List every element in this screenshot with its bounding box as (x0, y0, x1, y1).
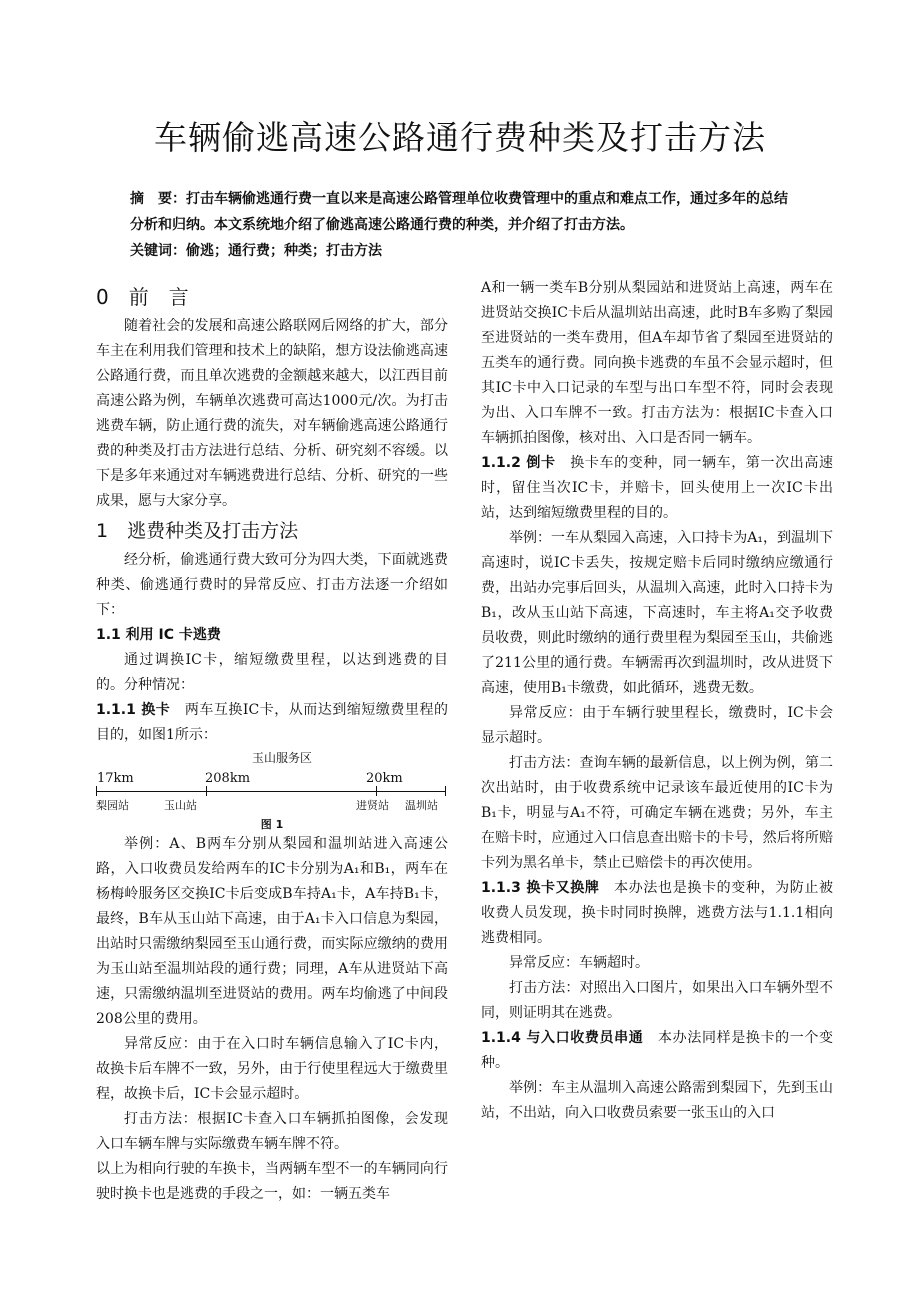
paragraph-1-1-1 (96, 698, 448, 748)
paragraph-intro: 随着社会的发展和高速公路联网后网络的扩大，部分车主在利用我们管理和技术上的缺陷，想方设法偷逃高速公路通行费，而且单次逃费的金额越来越大，以江西目前高速公路为例，车辆单次逃费可高达1000元/次。为打击逃费车辆，防止通行费的流失，对车辆偷逃高速公路通行费的种类及打击方法进行总结、分析、研究刻不容缓。以下是多年来通过对车辆逃费进行总结、分析、研究的一些成果，愿与大家分享。 (96, 318, 448, 509)
paragraph-example-1: 举例：A、B两车分别从梨园和温圳站进入高速公路，入口收费员发给两车的IC卡分别为A₁和B₁，两车在杨梅岭服务区交换IC卡后变成B车持A₁卡，A车持B₁卡，最终，B车从玉山站下高速，由于A₁卡入口信息为梨园，出站时只需缴纳梨园至玉山通行费，而实际应缴纳的费用为玉山站至温圳站段的通行费；同理，A车从进贤站下高速，只需缴纳温圳至进贤站的费用。两车均偷逃了中间段208公里的费用。 (96, 836, 448, 1027)
paragraph-abnormal-3: 异常反应：车辆超时。 (509, 955, 649, 971)
paragraph-1-1-4 (481, 1026, 833, 1076)
paragraph-same-direction: 以上为相向行驶的车换卡，当两辆车型不一的车辆同向行驶时换卡也是逃费的手段之一，如：一辆五类车 (96, 1161, 448, 1202)
heading-1-1-1: 1.1.1 换卡 (96, 702, 171, 718)
heading-1-1: 1.1 利用 IC 卡逃费 (96, 627, 221, 643)
figure-distance-2: 208km (205, 771, 251, 786)
keywords-label: 关键词： (130, 243, 186, 259)
paragraph-countermeasure-3: 打击方法：对照出入口图片，如果出入口车辆外型不同，则证明其在逃费。 (481, 980, 833, 1021)
figure-station-yushan: 玉山站 (164, 799, 197, 812)
figure-station-jinxian: 进贤站 (356, 799, 389, 812)
figure-distance-3: 20km (366, 771, 403, 786)
paragraph-1-1-3-body: 本办法也是换卡的变种，为防止被收费人员发现，换卡时同时换牌，逃费方法与1.1.1相向逃费相同。 (481, 880, 834, 946)
figure-tick-yushan (206, 786, 207, 796)
paragraph-abnormal-2: 异常反应：由于车辆行驶里程长，缴费时，IC卡会显示超时。 (481, 705, 833, 746)
keywords (130, 238, 800, 264)
abstract-label: 摘 要： (130, 191, 186, 207)
figure-distance-1: 17km (97, 771, 134, 786)
figure-station-wenzhen: 温圳站 (405, 799, 438, 812)
keywords-body: 偷逃；通行费；种类；打击方法 (186, 243, 382, 259)
paper-title: 车辆偷逃高速公路通行费种类及打击方法 (154, 118, 766, 157)
paragraph-1-1-2-body: 换卡车的变种，同一辆车，第一次出高速时，留住当次IC卡，并赔卡，回头使用上一次IC卡出站，达到缩短缴费里程的目的。 (481, 455, 834, 521)
heading-section-1: 1 逃费种类及打击方法 (96, 520, 299, 542)
figure-station-liyuan: 梨园站 (96, 799, 129, 812)
paragraph-countermeasure-1: 打击方法：根据IC卡查入口车辆抓拍图像，会发现入口车辆车牌与实际缴费车辆车牌不符。 (96, 1111, 448, 1152)
paragraph-1-1: 通过调换IC卡，缩短缴费里程，以达到逃费的目的。分种情况： (96, 652, 448, 693)
paragraph-1-1-3 (481, 876, 833, 951)
heading-preface: 0 前 言 (96, 285, 189, 309)
paragraph-example-4: 举例：车主从温圳入高速公路需到梨园下，先到玉山站，不出站，向入口收费员索要一张玉山的入口 (481, 1080, 833, 1121)
heading-1-1-2: 1.1.2 倒卡 (481, 455, 556, 471)
paragraph-1-1-4-body: 本办法同样是换卡的一个变种。 (481, 1030, 834, 1071)
paragraph-example-2: 举例：一车从梨园入高速，入口持卡为A₁，到温圳下高速时，说IC卡丢失，按规定赔卡后同时缴纳应缴通行费，出站办完事后回头，从温圳入高速，此时入口持卡为B₁，改从玉山站下高速，下高速时，车主将A₁交予收费员收费，则此时缴纳的通行费里程为梨园至玉山，共偷逃了211公里的通行费。车辆需再次到温圳时，改从进贤下高速，使用B₁卡缴费，如此循环，逃费无数。 (481, 530, 833, 696)
figure-1 (96, 748, 448, 832)
paragraph-abnormal-1: 异常反应：由于在入口时车辆信息输入了IC卡内，故换卡后车牌不一致，另外，由于行使里程远大于缴费里程，故换卡后，IC卡会显示超时。 (96, 1036, 448, 1102)
figure-service-area-label: 玉山服务区 (252, 751, 313, 765)
left-column (96, 280, 448, 1207)
abstract-body: 打击车辆偷逃通行费一直以来是高速公路管理单位收费管理中的重点和难点工作，通过多年的总结分析和归纳。本文系统地介绍了偷逃高速公路通行费的种类，并介绍了打击方法。 (130, 191, 788, 233)
figure-road-line (96, 791, 446, 792)
paragraph-1-1-1-body: 两车互换IC卡，从而达到缩短缴费里程的目的，如图1所示： (96, 702, 448, 743)
paragraph-1-1-2 (481, 451, 833, 526)
abstract-text (130, 186, 800, 238)
heading-1-1-4: 1.1.4 与入口收费员串通 (481, 1030, 644, 1046)
paragraph-section-1: 经分析，偷逃通行费大致可分为四大类，下面就逃费种类、偷逃通行费时的异常反应、打击方法逐一介绍如下： (96, 552, 448, 618)
abstract (130, 186, 800, 264)
paragraph-continued: A和一辆一类车B分别从梨园站和进贤站上高速，两车在进贤站交换IC卡后从温圳站出高速，此时B车多购了梨园至进贤站的一类车费用，但A车却节省了梨园至进贤站的五类车的通行费。同向换卡逃费的车虽不会显示超时，但其IC卡中入口记录的车型与出口车型不符，同时会表现为出、入口车牌不一致。打击方法为：根据IC卡查入口车辆抓拍图像，核对出、入口是否同一辆车。 (481, 280, 833, 446)
paragraph-countermeasure-2: 打击方法：查询车辆的最新信息，以上例为例，第二次出站时，由于收费系统中记录该车最近使用的IC卡为B₁卡，明显与A₁不符，可确定车辆在逃费；另外，车主在赔卡时，应通过入口信息查出赔卡的卡号，然后将所赔卡列为黑名单卡，禁止已赔偿卡的再次使用。 (481, 755, 833, 871)
figure-tick-wenzhen (445, 786, 446, 796)
right-column (481, 276, 833, 1126)
heading-1-1-3: 1.1.3 换卡又换牌 (481, 880, 600, 896)
figure-caption: 图 1 (260, 818, 284, 831)
